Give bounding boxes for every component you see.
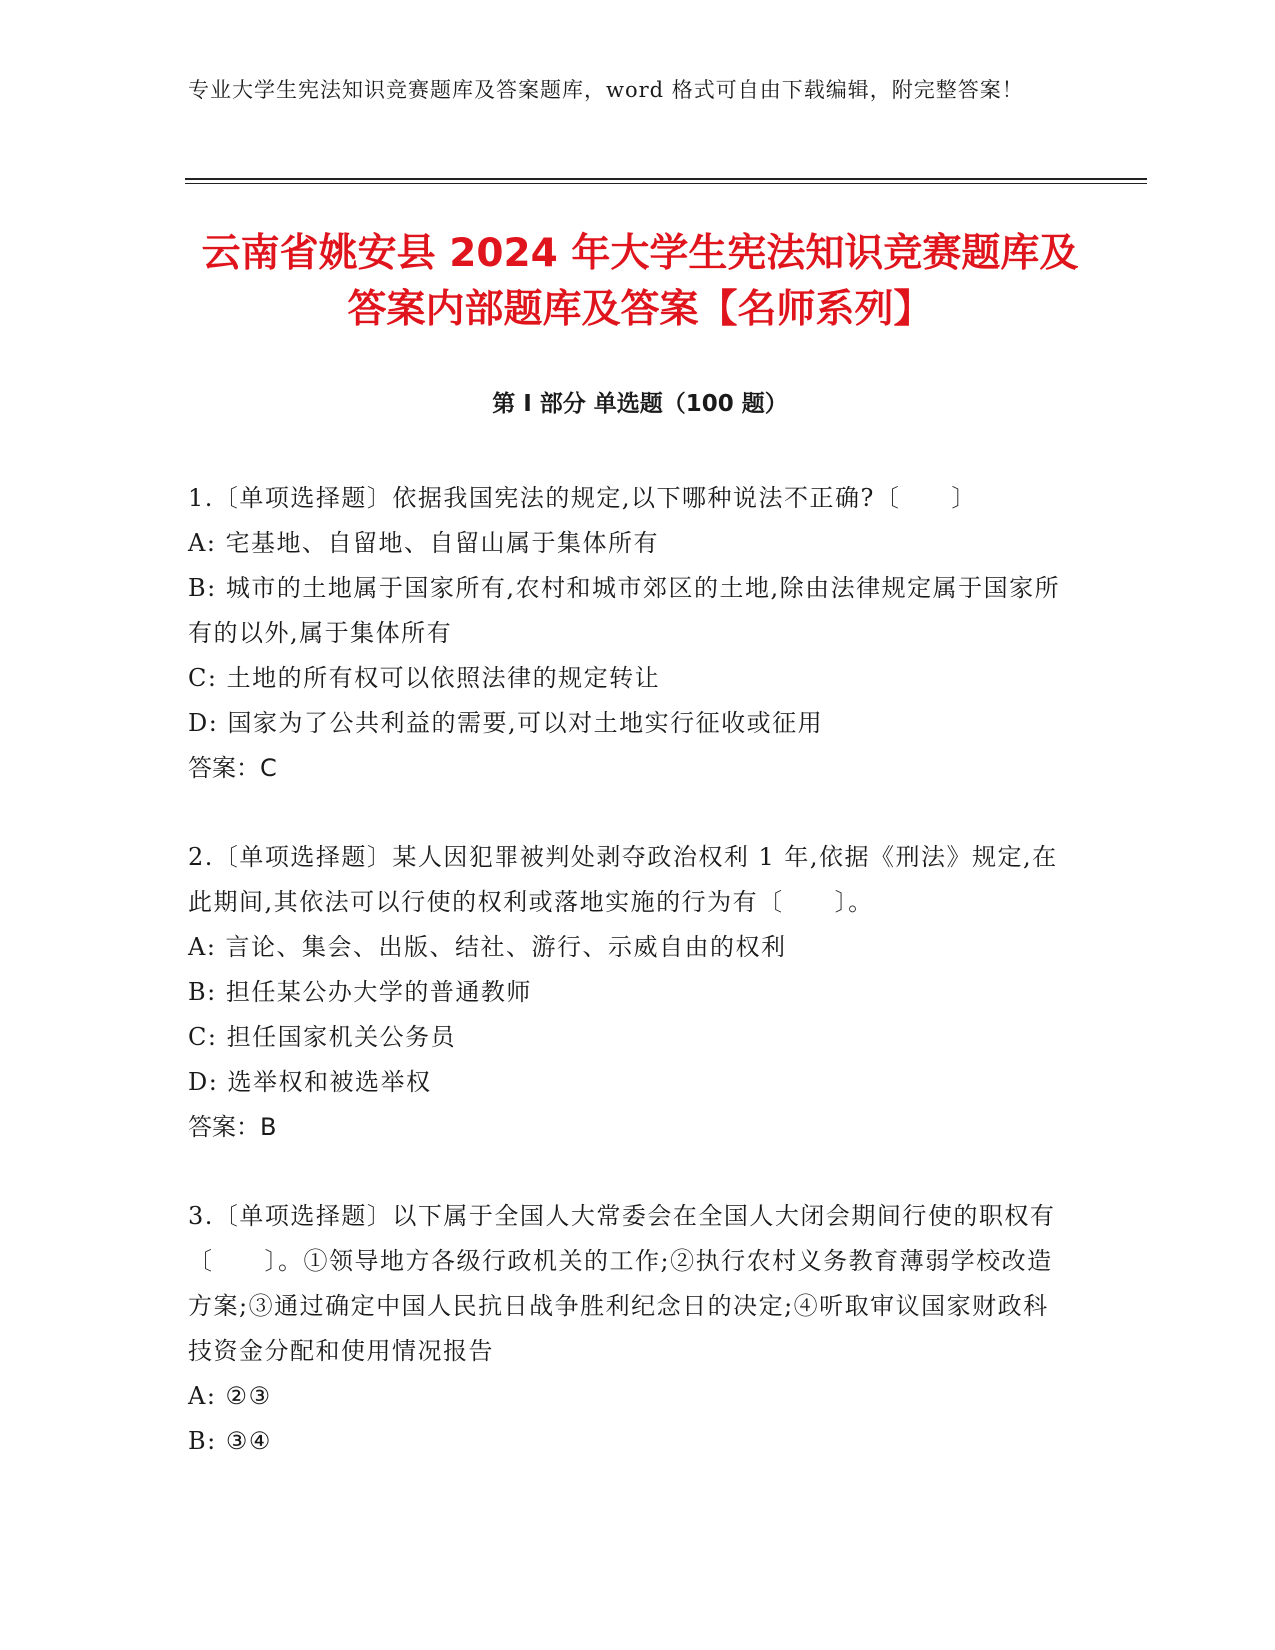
option-b: B: ③④ [188, 1427, 272, 1455]
question-1 [188, 476, 1068, 791]
question-stem: 3.〔单项选择题〕以下属于全国人大常委会在全国人大闭会期间行使的职权有〔 〕。①领导地方各级行政机关的工作;②执行农村义务教育薄弱学校改造方案;③通过确定中国人民抗日战争胜利纪念日的决定;④听取审议国家财政科技资金分配和使用情况报告 [188, 1202, 1056, 1365]
option-c: C: 担任国家机关公务员 [188, 1023, 457, 1051]
option-b: B: 城市的土地属于国家所有,农村和城市郊区的土地,除由法律规定属于国家所有的以外,属于集体所有 [188, 574, 1061, 647]
header-note: 专业大学生宪法知识竞赛题库及答案题库，word 格式可自由下载编辑，附完整答案！ [188, 78, 1024, 102]
question-list [188, 476, 1068, 1508]
option-a: A: 宅基地、自留地、自留山属于集体所有 [188, 529, 660, 557]
question-stem: 1.〔单项选择题〕依据我国宪法的规定,以下哪种说法不正确?〔 〕 [188, 484, 977, 512]
answer: 答案：C [188, 754, 277, 782]
option-d: D: 选举权和被选举权 [188, 1068, 432, 1096]
header-divider-thick [185, 178, 1147, 180]
question-3 [188, 1194, 1068, 1464]
option-a: A: ②③ [188, 1382, 272, 1410]
option-c: C: 土地的所有权可以依照法律的规定转让 [188, 664, 661, 692]
option-a: A: 言论、集会、出版、结社、游行、示威自由的权利 [188, 933, 787, 961]
section-heading: 第 I 部分 单选题（100 题） [492, 391, 788, 417]
document-title: 云南省姚安县 2024 年大学生宪法知识竞赛题库及答案内部题库及答案【名师系列】 [201, 231, 1079, 332]
header-divider-thin [185, 183, 1147, 184]
option-b: B: 担任某公办大学的普通教师 [188, 978, 532, 1006]
answer: 答案：B [188, 1113, 277, 1141]
option-d: D: 国家为了公共利益的需要,可以对土地实行征收或征用 [188, 709, 824, 737]
question-2 [188, 835, 1068, 1150]
question-stem: 2.〔单项选择题〕某人因犯罪被判处剥夺政治权利 1 年,依据《刑法》规定,在此期间,其依法可以行使的权利或落地实施的行为有〔 〕。 [188, 843, 1058, 916]
